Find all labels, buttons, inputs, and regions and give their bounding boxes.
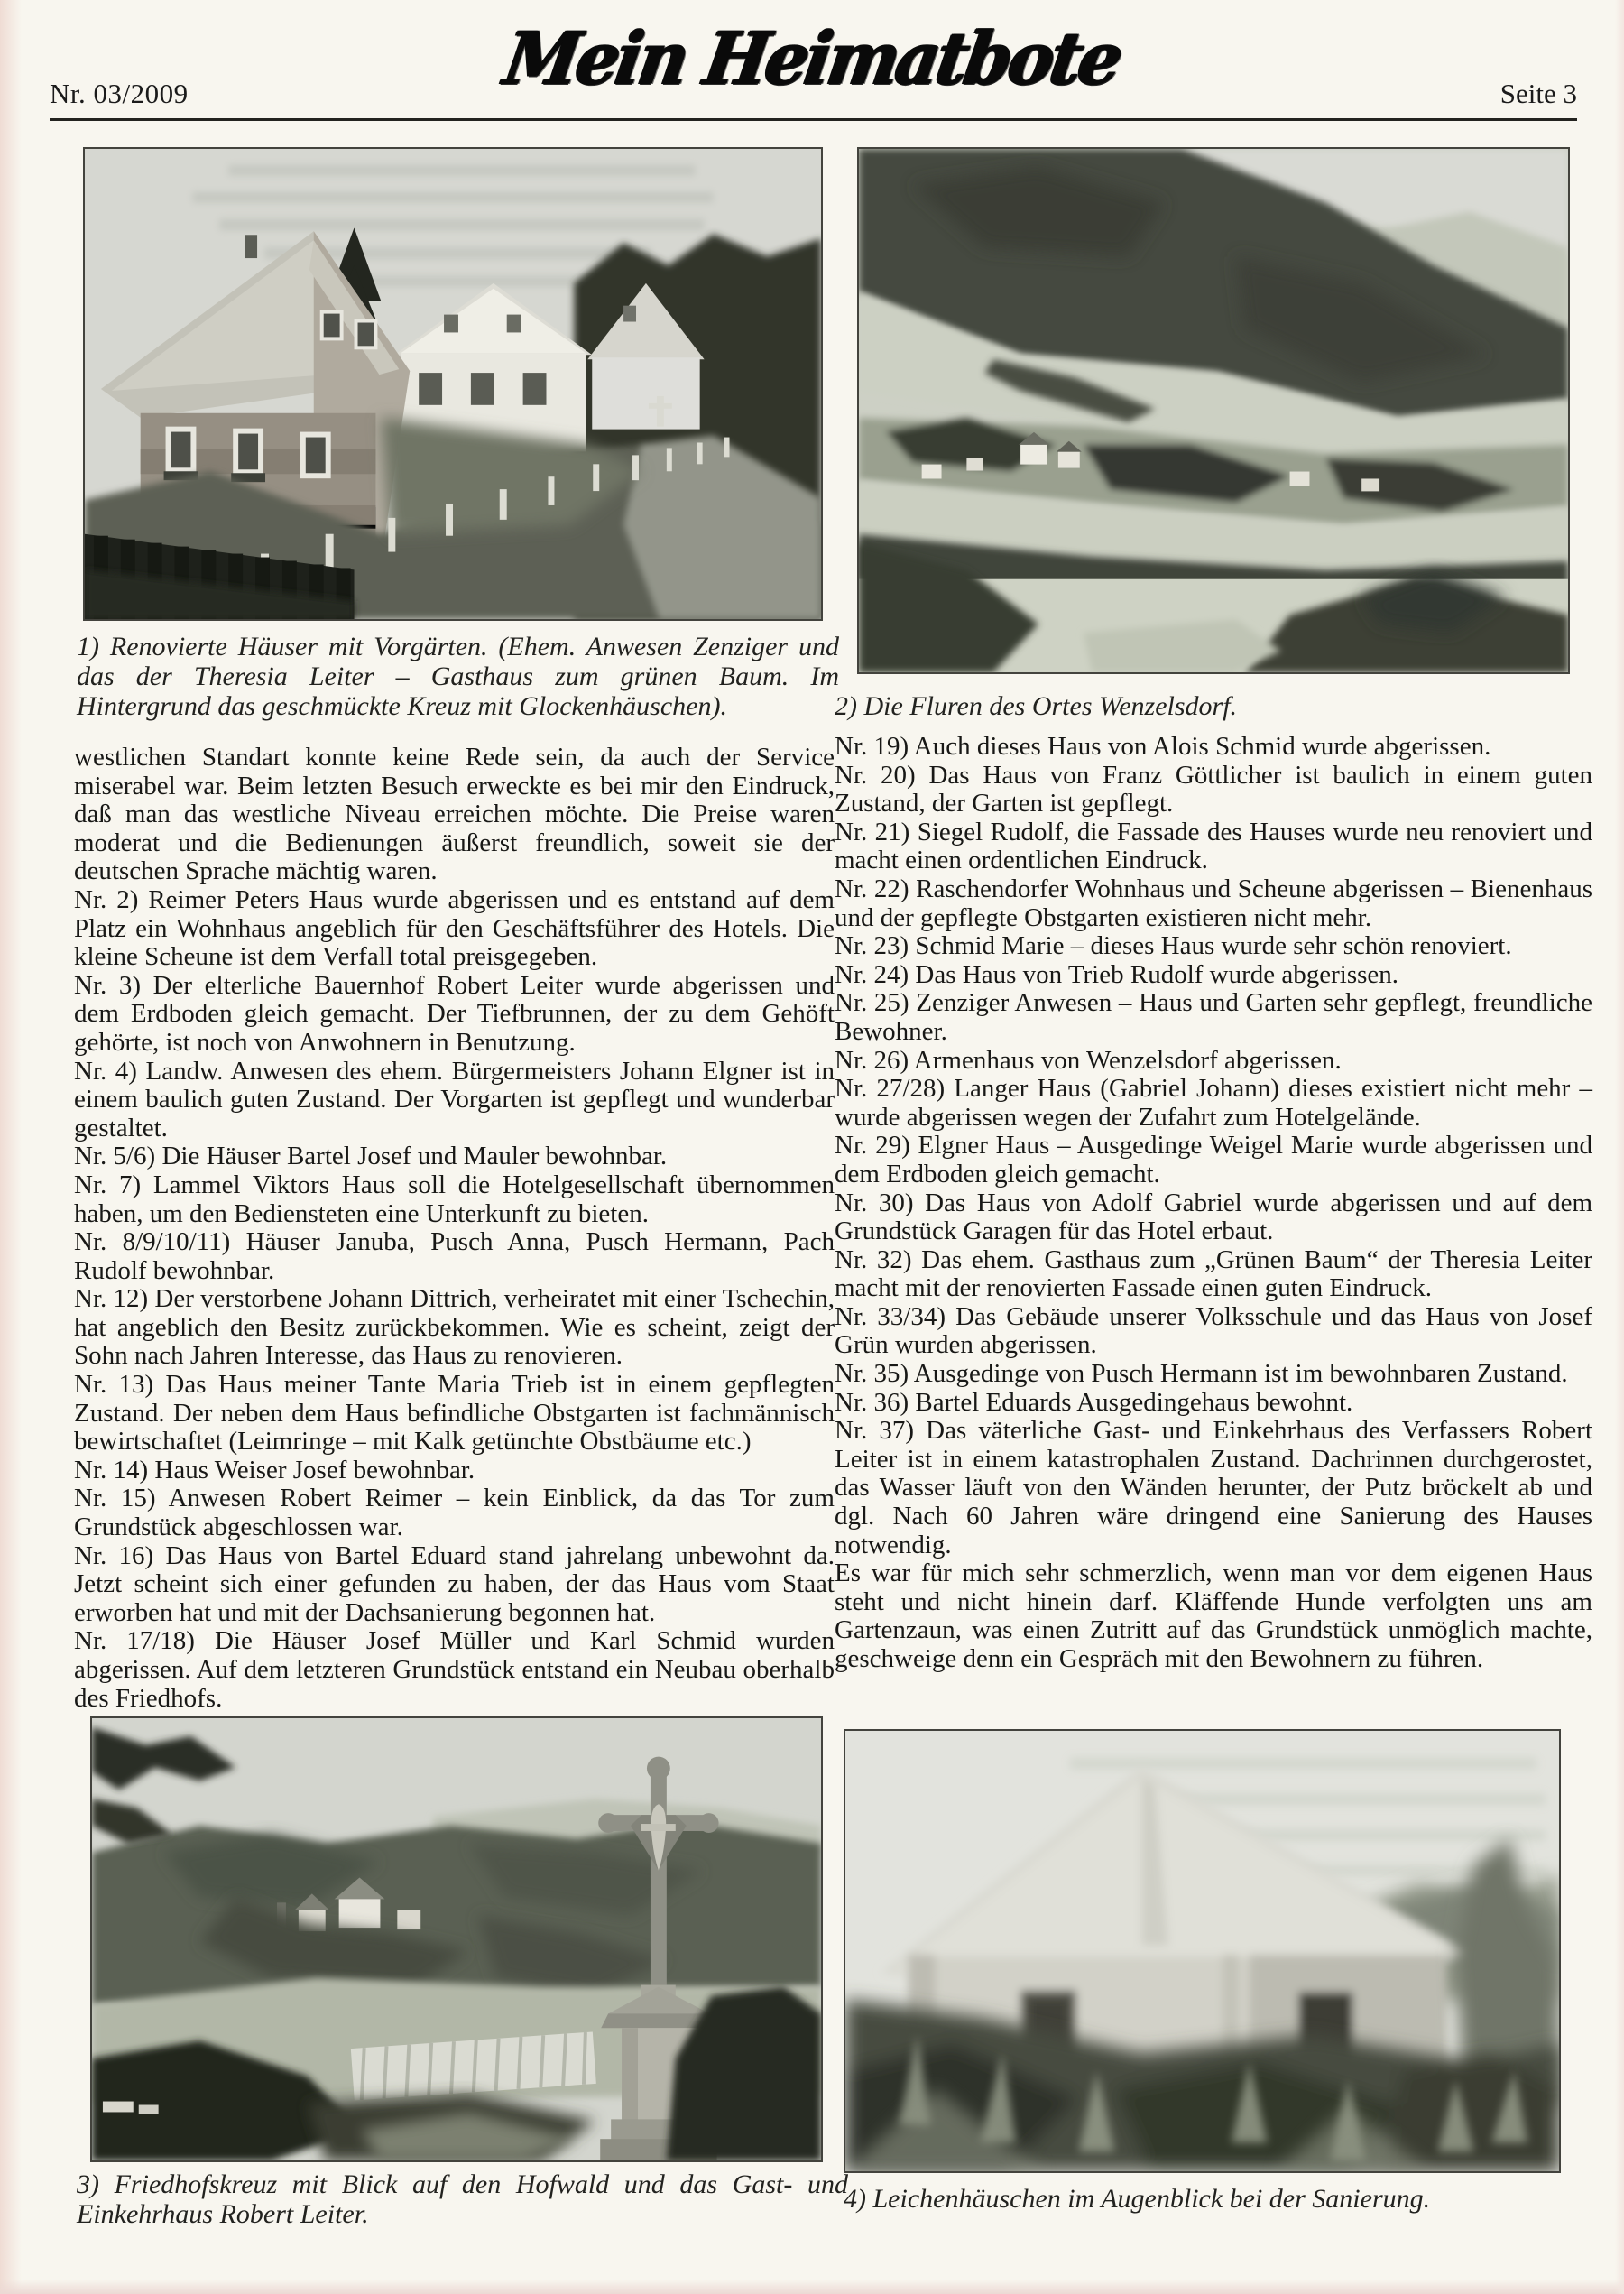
left-column-paragraph: Nr. 15) Anwesen Robert Reimer – kein Einblick, da das Tor zum Grundstück abgeschlossen war.	[74, 1484, 835, 1542]
right-column-paragraph: Nr. 35) Ausgedinge von Pusch Hermann ist im bewohnbaren Zustand.	[835, 1359, 1568, 1389]
right-column-paragraph: Nr. 37) Das väterliche Gast- und Einkehrhaus des Verfassers Robert Leiter ist in einem katastrophalen Zustand. Dachrinnen durchgerostet, das Wasser läuft von den Wänden herunter, der Putz bröckelt ab und dgl. Nach 60 Jahren wäre dringend eine Sanierung des Hauses notwendig.	[835, 1416, 1592, 1559]
photo-cemetery-cross-scene	[92, 1718, 821, 2160]
masthead-title: Mein Heimatbote	[498, 16, 1126, 101]
left-column-paragraph: Nr. 4) Landw. Anwesen des ehem. Bürgermeisters Johann Elgner ist in einem baulich guten Zustand. Der Vorgarten ist gepflegt und wunderbar gestaltet.	[74, 1056, 835, 1142]
left-column-paragraph: Nr. 14) Haus Weiser Josef bewohnbar.	[74, 1455, 475, 1485]
right-column-paragraph: Es war für mich sehr schmerzlich, wenn man vor dem eigenen Haus steht und nicht hinein darf. Kläffende Hunde verfolgten uns am Gartenzaun, was einen Zutritt auf das Grundstück unmöglich machte, geschweige denn ein Gespräch mit den Bewohnern zu führen.	[835, 1559, 1592, 1673]
right-column-paragraph: Nr. 33/34) Das Gebäude unserer Volksschule und das Haus von Josef Grün wurden abgerissen.	[835, 1301, 1592, 1360]
caption-photo-1: 1) Renovierte Häuser mit Vorgärten. (Ehem. Anwesen Zenziger und das der Theresia Leiter – Gasthaus zum grünen Baum. Im Hintergrund das geschmückte Kreuz mit Glockenhäuschen).	[77, 632, 839, 721]
issue-number: Nr. 03/2009	[50, 78, 189, 109]
right-column-paragraph: Nr. 25) Zenziger Anwesen – Haus und Garten sehr gepflegt, freundliche Bewohner.	[835, 988, 1592, 1046]
left-column	[74, 744, 835, 1713]
caption-photo-3: 3) Friedhofskreuz mit Blick auf den Hofwald und das Gast- und Einkehrhaus Robert Leiter.	[77, 2169, 848, 2229]
photo-renovated-houses	[83, 147, 823, 621]
photo-wenzelsdorf-scene	[859, 149, 1568, 672]
right-column-paragraph: Nr. 26) Armenhaus von Wenzelsdorf abgerissen.	[835, 1045, 1342, 1075]
right-column-paragraph: Nr. 32) Das ehem. Gasthaus zum „Grünen Baum“ der Theresia Leiter macht mit der renovierten Fassade einen guten Eindruck.	[835, 1244, 1592, 1303]
header-rule	[50, 118, 1577, 121]
page-number-label: Seite 3	[1499, 78, 1577, 109]
photo-mortuary-house-scene	[845, 1731, 1559, 2171]
left-column-paragraph: Nr. 12) Der verstorbene Johann Dittrich, verheiratet mit einer Tschechin, hat angeblich den Besitz zurückbekommen. Wie es scheint, zeigt der Sohn nach Jahren Interesse, das Haus zu renovieren.	[74, 1284, 835, 1371]
right-column-paragraph: Nr. 22) Raschendorfer Wohnhaus und Scheune abgerissen – Bienenhaus und der gepflegte Obstgarten existieren nicht mehr.	[835, 874, 1592, 932]
right-column-paragraph: Nr. 21) Siegel Rudolf, die Fassade des Hauses wurde neu renoviert und macht einen ordentlichen Eindruck.	[835, 817, 1592, 875]
scan-edge-right	[1615, 0, 1624, 2294]
right-column-paragraph: Nr. 24) Das Haus von Trieb Rudolf wurde abgerissen.	[835, 959, 1399, 989]
left-column-paragraph: Nr. 8/9/10/11) Häuser Januba, Pusch Anna, Pusch Hermann, Pach Rudolf bewohnbar.	[74, 1227, 835, 1285]
left-column-paragraph: Nr. 17/18) Die Häuser Josef Müller und Karl Schmid wurden abgerissen. Auf dem letzteren Grundstück entstand ein Neubau oberhalb des Friedhofs.	[74, 1626, 835, 1713]
left-column-paragraph: westlichen Standart konnte keine Rede sein, da auch der Service miserabel war. Beim letzten Besuch erweckte es bei mir den Eindruck, daß man das westliche Niveau erreichen möchte. Die Preise waren moderat und die Bedienungen äußerst freundlich, soweit sie der deutschen Sprache mächtig waren.	[74, 743, 835, 886]
caption-photo-2: 2) Die Fluren des Ortes Wenzelsdorf.	[835, 691, 1238, 721]
photo-renovated-houses-scene	[85, 149, 821, 619]
left-column-paragraph: Nr. 2) Reimer Peters Haus wurde abgerissen und es entstand auf dem Platz ein Wohnhaus angeblich für den Geschäftsführer des Hotels. Die kleine Scheune ist dem Verfall total preisgegeben.	[74, 884, 835, 972]
left-column-paragraph: Nr. 5/6) Die Häuser Bartel Josef und Mauler bewohnbar.	[74, 1142, 668, 1171]
right-column-paragraph: Nr. 20) Das Haus von Franz Göttlicher ist baulich in einem guten Zustand, der Garten ist gepflegt.	[835, 760, 1592, 819]
right-column-paragraph: Nr. 27/28) Langer Haus (Gabriel Johann) dieses existiert nicht mehr – wurde abgerissen wegen der Zufahrt zum Hotelgelände.	[835, 1074, 1592, 1132]
right-column-paragraph: Nr. 23) Schmid Marie – dieses Haus wurde sehr schön renoviert.	[835, 931, 1512, 961]
photo-mortuary-house	[844, 1729, 1561, 2173]
right-column-paragraph: Nr. 29) Elgner Haus – Ausgedinge Weigel Marie wurde abgerissen und dem Erdboden gleich gemacht.	[835, 1131, 1592, 1189]
caption-photo-4: 4) Leichenhäuschen im Augenblick bei der Sanierung.	[844, 2184, 1431, 2214]
scan-edge-bottom	[0, 2280, 1624, 2294]
right-column-paragraph: Nr. 19) Auch dieses Haus von Alois Schmid wurde abgerissen.	[835, 732, 1491, 761]
left-column-paragraph: Nr. 7) Lammel Viktors Haus soll die Hotelgesellschaft übernommen haben, um den Bediensteten eine Unterkunft zu bieten.	[74, 1170, 835, 1228]
photo-cemetery-cross	[90, 1716, 823, 2162]
scan-edge-left	[0, 0, 22, 2294]
left-column-paragraph: Nr. 3) Der elterliche Bauernhof Robert Leiter wurde abgerissen und dem Erdboden gleich gemacht. Der Tiefbrunnen, der zu dem Gehöft gehörte, ist noch von Anwohnern in Benutzung.	[74, 970, 835, 1057]
right-column-paragraph: Nr. 36) Bartel Eduards Ausgedingehaus bewohnt.	[835, 1387, 1353, 1417]
right-column	[835, 733, 1592, 1674]
right-column-paragraph: Nr. 30) Das Haus von Adolf Gabriel wurde abgerissen und auf dem Grundstück Garagen für das Hotel erbaut.	[835, 1188, 1592, 1246]
photo-wenzelsdorf-fields	[857, 147, 1570, 674]
left-column-paragraph: Nr. 13) Das Haus meiner Tante Maria Trieb ist in einem gepflegten Zustand. Der neben dem Haus befindliche Obstgarten ist fachmännisch bewirtschaftet (Leimringe – mit Kalk getünchte Obstbäume etc.)	[74, 1370, 835, 1457]
left-column-paragraph: Nr. 16) Das Haus von Bartel Eduard stand jahrelang unbewohnt da. Jetzt scheint sich einer gefunden zu haben, der das Haus vom Staat erworben hat und mit der Dachsanierung begonnen hat.	[74, 1540, 835, 1627]
